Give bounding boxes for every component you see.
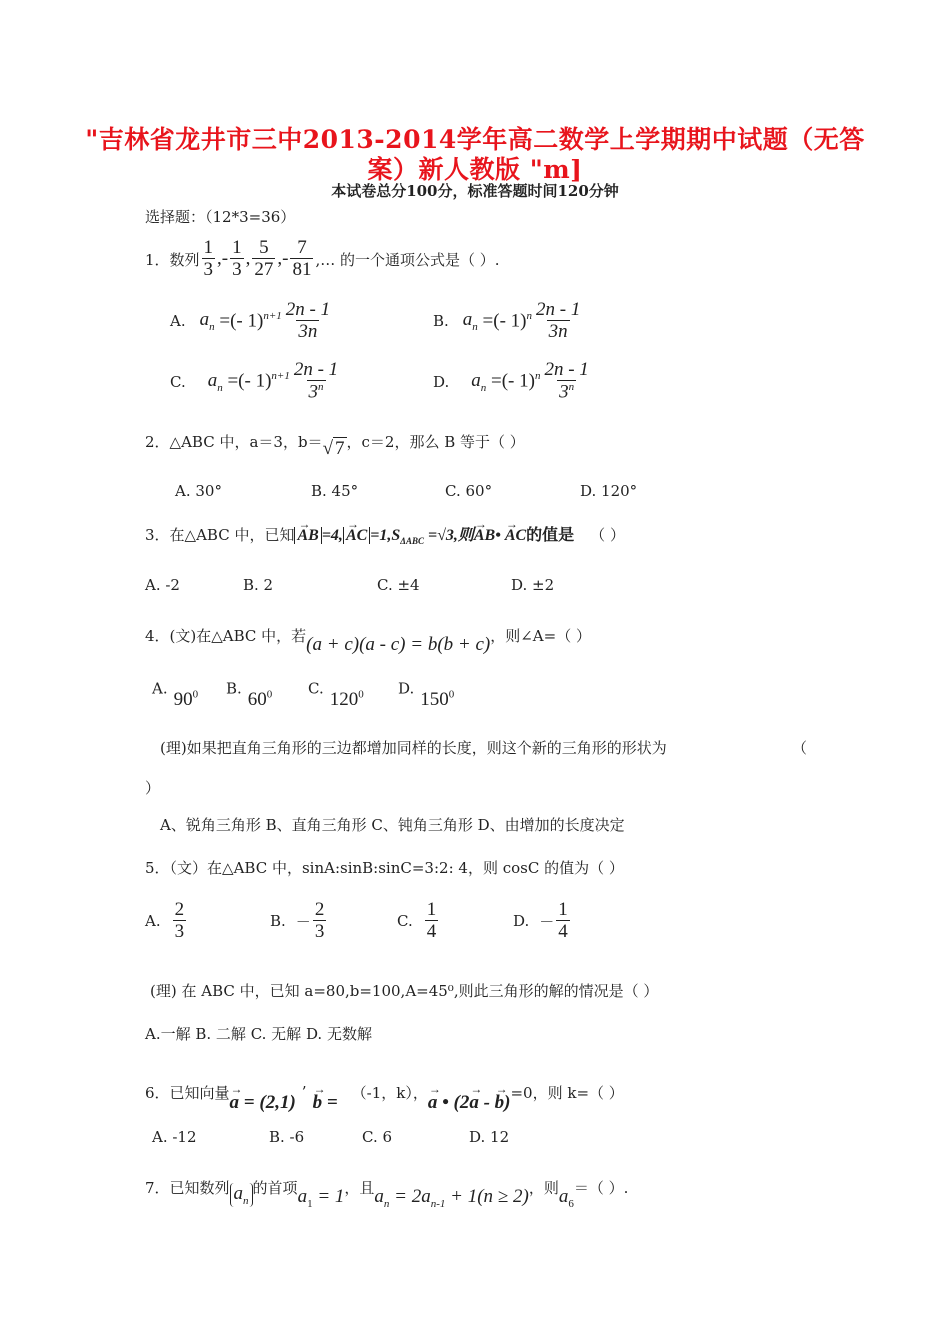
q6-vector-a: → a = (2,1)	[230, 1092, 296, 1114]
q5-li-question: (理) 在 ABC 中，已知 a=80,b=100,A=45⁰,则此三角形的解的情况是（ ）	[150, 982, 659, 1000]
q2-option-d: D. 120°	[580, 482, 638, 500]
q4-li-question: (理)如果把直角三角形的三边都增加同样的长度，则这个新的三角形的形状为	[160, 739, 667, 757]
q7-a6: $a_6$	[558, 1186, 574, 1210]
q1-prefix: 1．数列	[145, 250, 200, 269]
question-4: 4．(文)在△ABC 中，若 (a + c)(a - c) = b(b + c) ，则∠A=（ ）	[145, 626, 591, 655]
q6-option-b: B. -6	[269, 1128, 305, 1146]
section-heading: 选择题：（12*3=36）	[145, 208, 296, 226]
q5-option-d: D. － $\frac{1}{4}$	[513, 899, 568, 942]
q4-option-a: $A.90^0$	[152, 679, 199, 711]
question-6: 6．已知向量 → a = (2,1) ’ → b = （-1，k）， → a • (2→ a - → b) =0，则 k=（ ）	[145, 1070, 624, 1114]
q4-option-c: C.120$^0$	[308, 679, 364, 711]
question-7: 7．已知数列 $a_n$ 的首项 $a_1 = 1$ ，且 $a_n = 2a_{n-1} + 1(n \ge 2)$ ，则 $a_6$ ＝（ ）.	[145, 1179, 629, 1210]
q6-vector-b: → b =	[313, 1092, 338, 1114]
q7-sequence: $a_n$	[230, 1183, 253, 1207]
q6-option-d: D. 12	[469, 1128, 510, 1146]
q5-option-b: B. － $\frac{2}{3}$	[270, 899, 325, 942]
q3-expression: → AB =4,→ AC $=1,S_{\Delta ABC} =√3$,则→ AB• → AC的值是	[294, 522, 574, 546]
q1-term-4: $\frac{7}{81}$	[292, 237, 312, 280]
q6-dot-product: → a • (2→ a - → b)	[428, 1092, 511, 1114]
title-line-2: 案）新人教版 "m]	[367, 155, 583, 184]
q6-option-c: C. 6	[362, 1128, 393, 1146]
q1-option-a: A. $a_n$ =(- 1)$^{n+1}$ $\frac{2n - 1}{3n}$	[170, 299, 331, 342]
title-line-1: "吉林省龙井市三中2013-2014学年高二数学上学期期中试题（无答	[85, 125, 865, 154]
q5-li-options: A.一解 B. 二解 C. 无解 D. 无数解	[145, 1025, 372, 1043]
q4-option-b: $B.60^0$	[226, 679, 273, 711]
q1-option-b: B. $a_n$ =(- 1)$^n$ $\frac{2n - 1}{3n}$	[433, 299, 581, 342]
q3-option-d: D. ±2	[511, 576, 555, 594]
q5-option-a: A. $\frac{2}{3}$	[145, 899, 185, 942]
q4-option-d: D.150$^0$	[398, 679, 455, 711]
q7-recurrence: $a_n = 2a_{n-1} + 1(n \ge 2)$	[374, 1186, 529, 1210]
q1-term-3: $\frac{5}{27}$	[254, 237, 274, 280]
q3-option-a: A. -2	[145, 576, 180, 594]
q3-option-b: B. 2	[243, 576, 274, 594]
q4-li-paren-close: ）	[145, 779, 161, 797]
q4-li-options: A、锐角三角形 B、直角三角形 C、钝角三角形 D、由增加的长度决定	[160, 816, 625, 834]
q3-option-c: C. ±4	[377, 576, 420, 594]
question-5: 5．（文）在△ABC 中，sinA:sinB:sinC=3:2: 4，则 cosC 的值为（ ）	[145, 859, 624, 877]
q2-option-c: C. 60°	[445, 482, 493, 500]
question-3: 3．在△ABC 中，已知 → AB =4,→ AC $=1,S_{\Delta ABC} =√3$,则→ AB• → AC的值是 （ ）	[145, 522, 625, 546]
q6-option-a: A. -12	[152, 1128, 197, 1146]
question-2: 2．△ABC 中，a＝3，b＝ √ 7 ，c＝2，那么 B 等于（ ）	[145, 433, 525, 459]
q1-suffix: ,… 的一个通项公式是（ ）.	[315, 250, 500, 269]
subtitle: 本试卷总分100分，标准答题时间120分钟	[331, 182, 619, 200]
sqrt-7: √ 7	[322, 438, 345, 459]
q5-option-c: C. $\frac{1}{4}$	[397, 899, 437, 942]
q4-expression: (a + c)(a - c) = b(b + c)	[306, 634, 491, 655]
q1-option-c: C. $a_n$ =(- 1)$^{n+1}$ $\frac{2n - 1}{3^n}$	[170, 359, 339, 403]
q4-li-paren-open: （	[792, 739, 808, 757]
q1-term-2: $\frac{1}{3}$	[232, 237, 242, 280]
q7-first-term: $a_1 = 1$	[297, 1186, 345, 1210]
q2-option-a: A. 30°	[175, 482, 222, 500]
q1-term-1: $\frac{1}{3}$	[203, 237, 214, 280]
q1-option-d: D. $a_n$ =(- 1)$^n$ $\frac{2n - 1}{3^n}$	[433, 359, 589, 403]
q2-option-b: B. 45°	[311, 482, 359, 500]
question-1: 1．数列 $\frac{1}{3}$ ,- $\frac{1}{3}$ , $\frac{5}{27}$ ,- $\frac{7}{81}$ ,… 的一个通项公式是（ ）.	[145, 237, 500, 280]
